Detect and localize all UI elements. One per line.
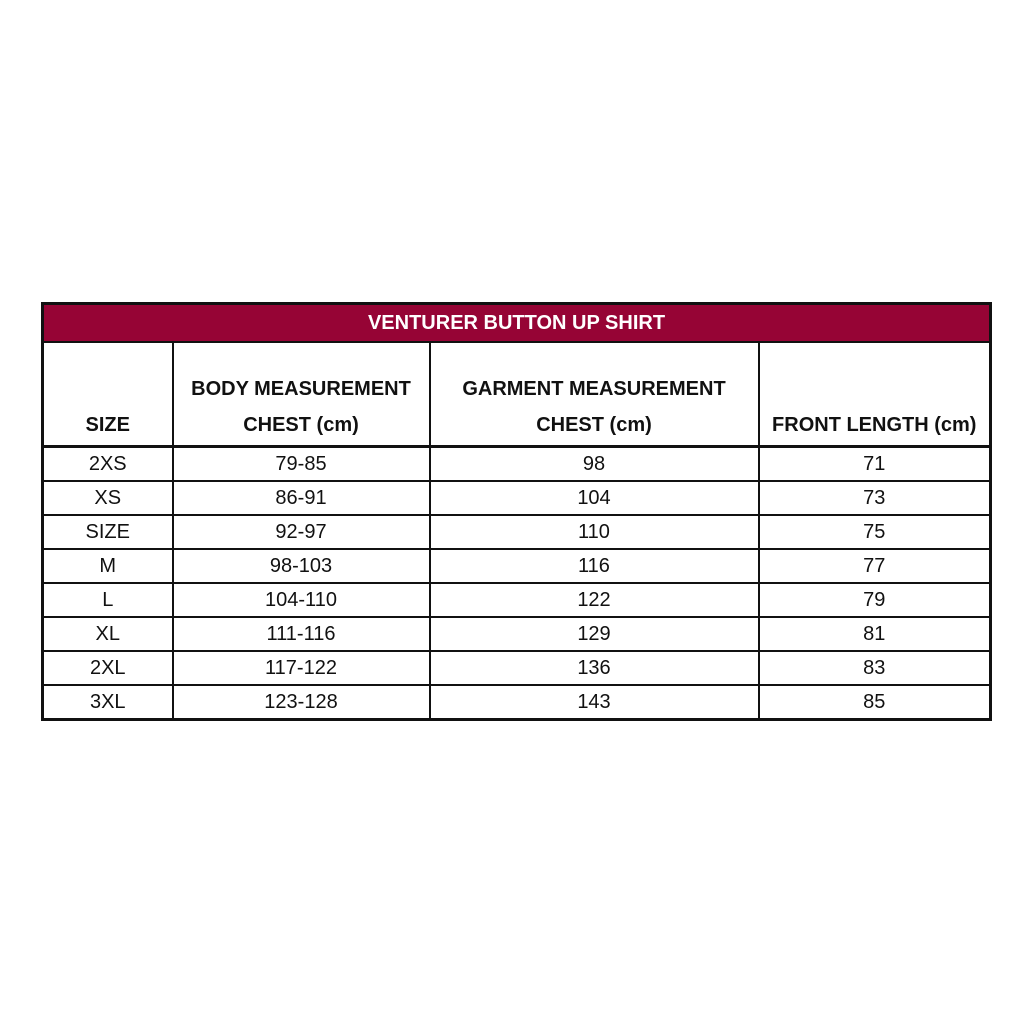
- cell-size: XL: [43, 617, 173, 651]
- header-garment-line2: CHEST (cm): [536, 414, 652, 436]
- header-size-label: SIZE: [85, 414, 130, 436]
- cell-front-length: 71: [759, 447, 991, 482]
- header-garment-chest: [430, 342, 759, 447]
- cell-body-chest: 92-97: [173, 515, 430, 549]
- header-body-line1: BODY MEASUREMENT: [191, 378, 411, 400]
- table-row: [43, 685, 991, 720]
- cell-size: 3XL: [43, 685, 173, 720]
- cell-garment-chest: 104: [430, 481, 759, 515]
- cell-size: 2XL: [43, 651, 173, 685]
- cell-front-length: 75: [759, 515, 991, 549]
- header-front-length: [759, 342, 991, 447]
- cell-size: L: [43, 583, 173, 617]
- size-rows: [43, 447, 991, 720]
- cell-garment-chest: 122: [430, 583, 759, 617]
- cell-size: XS: [43, 481, 173, 515]
- cell-garment-chest: 129: [430, 617, 759, 651]
- cell-front-length: 81: [759, 617, 991, 651]
- header-size: [43, 342, 173, 447]
- cell-body-chest: 86-91: [173, 481, 430, 515]
- cell-size: 2XS: [88, 452, 127, 475]
- cell-body-chest: 104-110: [173, 583, 430, 617]
- cell-front-length: 85: [759, 685, 991, 720]
- cell-front-length: 83: [759, 651, 991, 685]
- cell-front-length: 77: [759, 549, 991, 583]
- table-row: [43, 583, 991, 617]
- cell-garment-chest: 98: [430, 447, 759, 482]
- cell-garment-chest: 116: [430, 549, 759, 583]
- cell-body-chest: 123-128: [173, 685, 430, 720]
- cell-body-chest: 117-122: [173, 651, 430, 685]
- table-row: [43, 617, 991, 651]
- table-title: VENTURER BUTTON UP SHIRT: [43, 304, 991, 343]
- cell-front-length: 73: [759, 481, 991, 515]
- header-body-chest: [173, 342, 430, 447]
- table-row: [43, 515, 991, 549]
- table-row: [43, 549, 991, 583]
- header-row: [43, 342, 991, 447]
- header-front-length-label: FRONT LENGTH (cm): [772, 414, 977, 436]
- table-row: [43, 481, 991, 515]
- cell-front-length: 79: [759, 583, 991, 617]
- cell-size: M: [43, 549, 173, 583]
- header-body-line2: CHEST (cm): [243, 414, 359, 436]
- cell-body-chest: 98-103: [173, 549, 430, 583]
- title-row: [43, 304, 991, 343]
- table-row: [43, 447, 991, 482]
- cell-size: SIZE: [43, 515, 173, 549]
- table-row: [43, 651, 991, 685]
- size-chart-table: [41, 302, 992, 721]
- cell-body-chest: 79-85: [173, 447, 430, 482]
- cell-body-chest: 111-116: [173, 617, 430, 651]
- cell-garment-chest: 136: [430, 651, 759, 685]
- cell-garment-chest: 143: [430, 685, 759, 720]
- header-garment-line1: GARMENT MEASUREMENT: [462, 378, 726, 400]
- cell-garment-chest: 110: [430, 515, 759, 549]
